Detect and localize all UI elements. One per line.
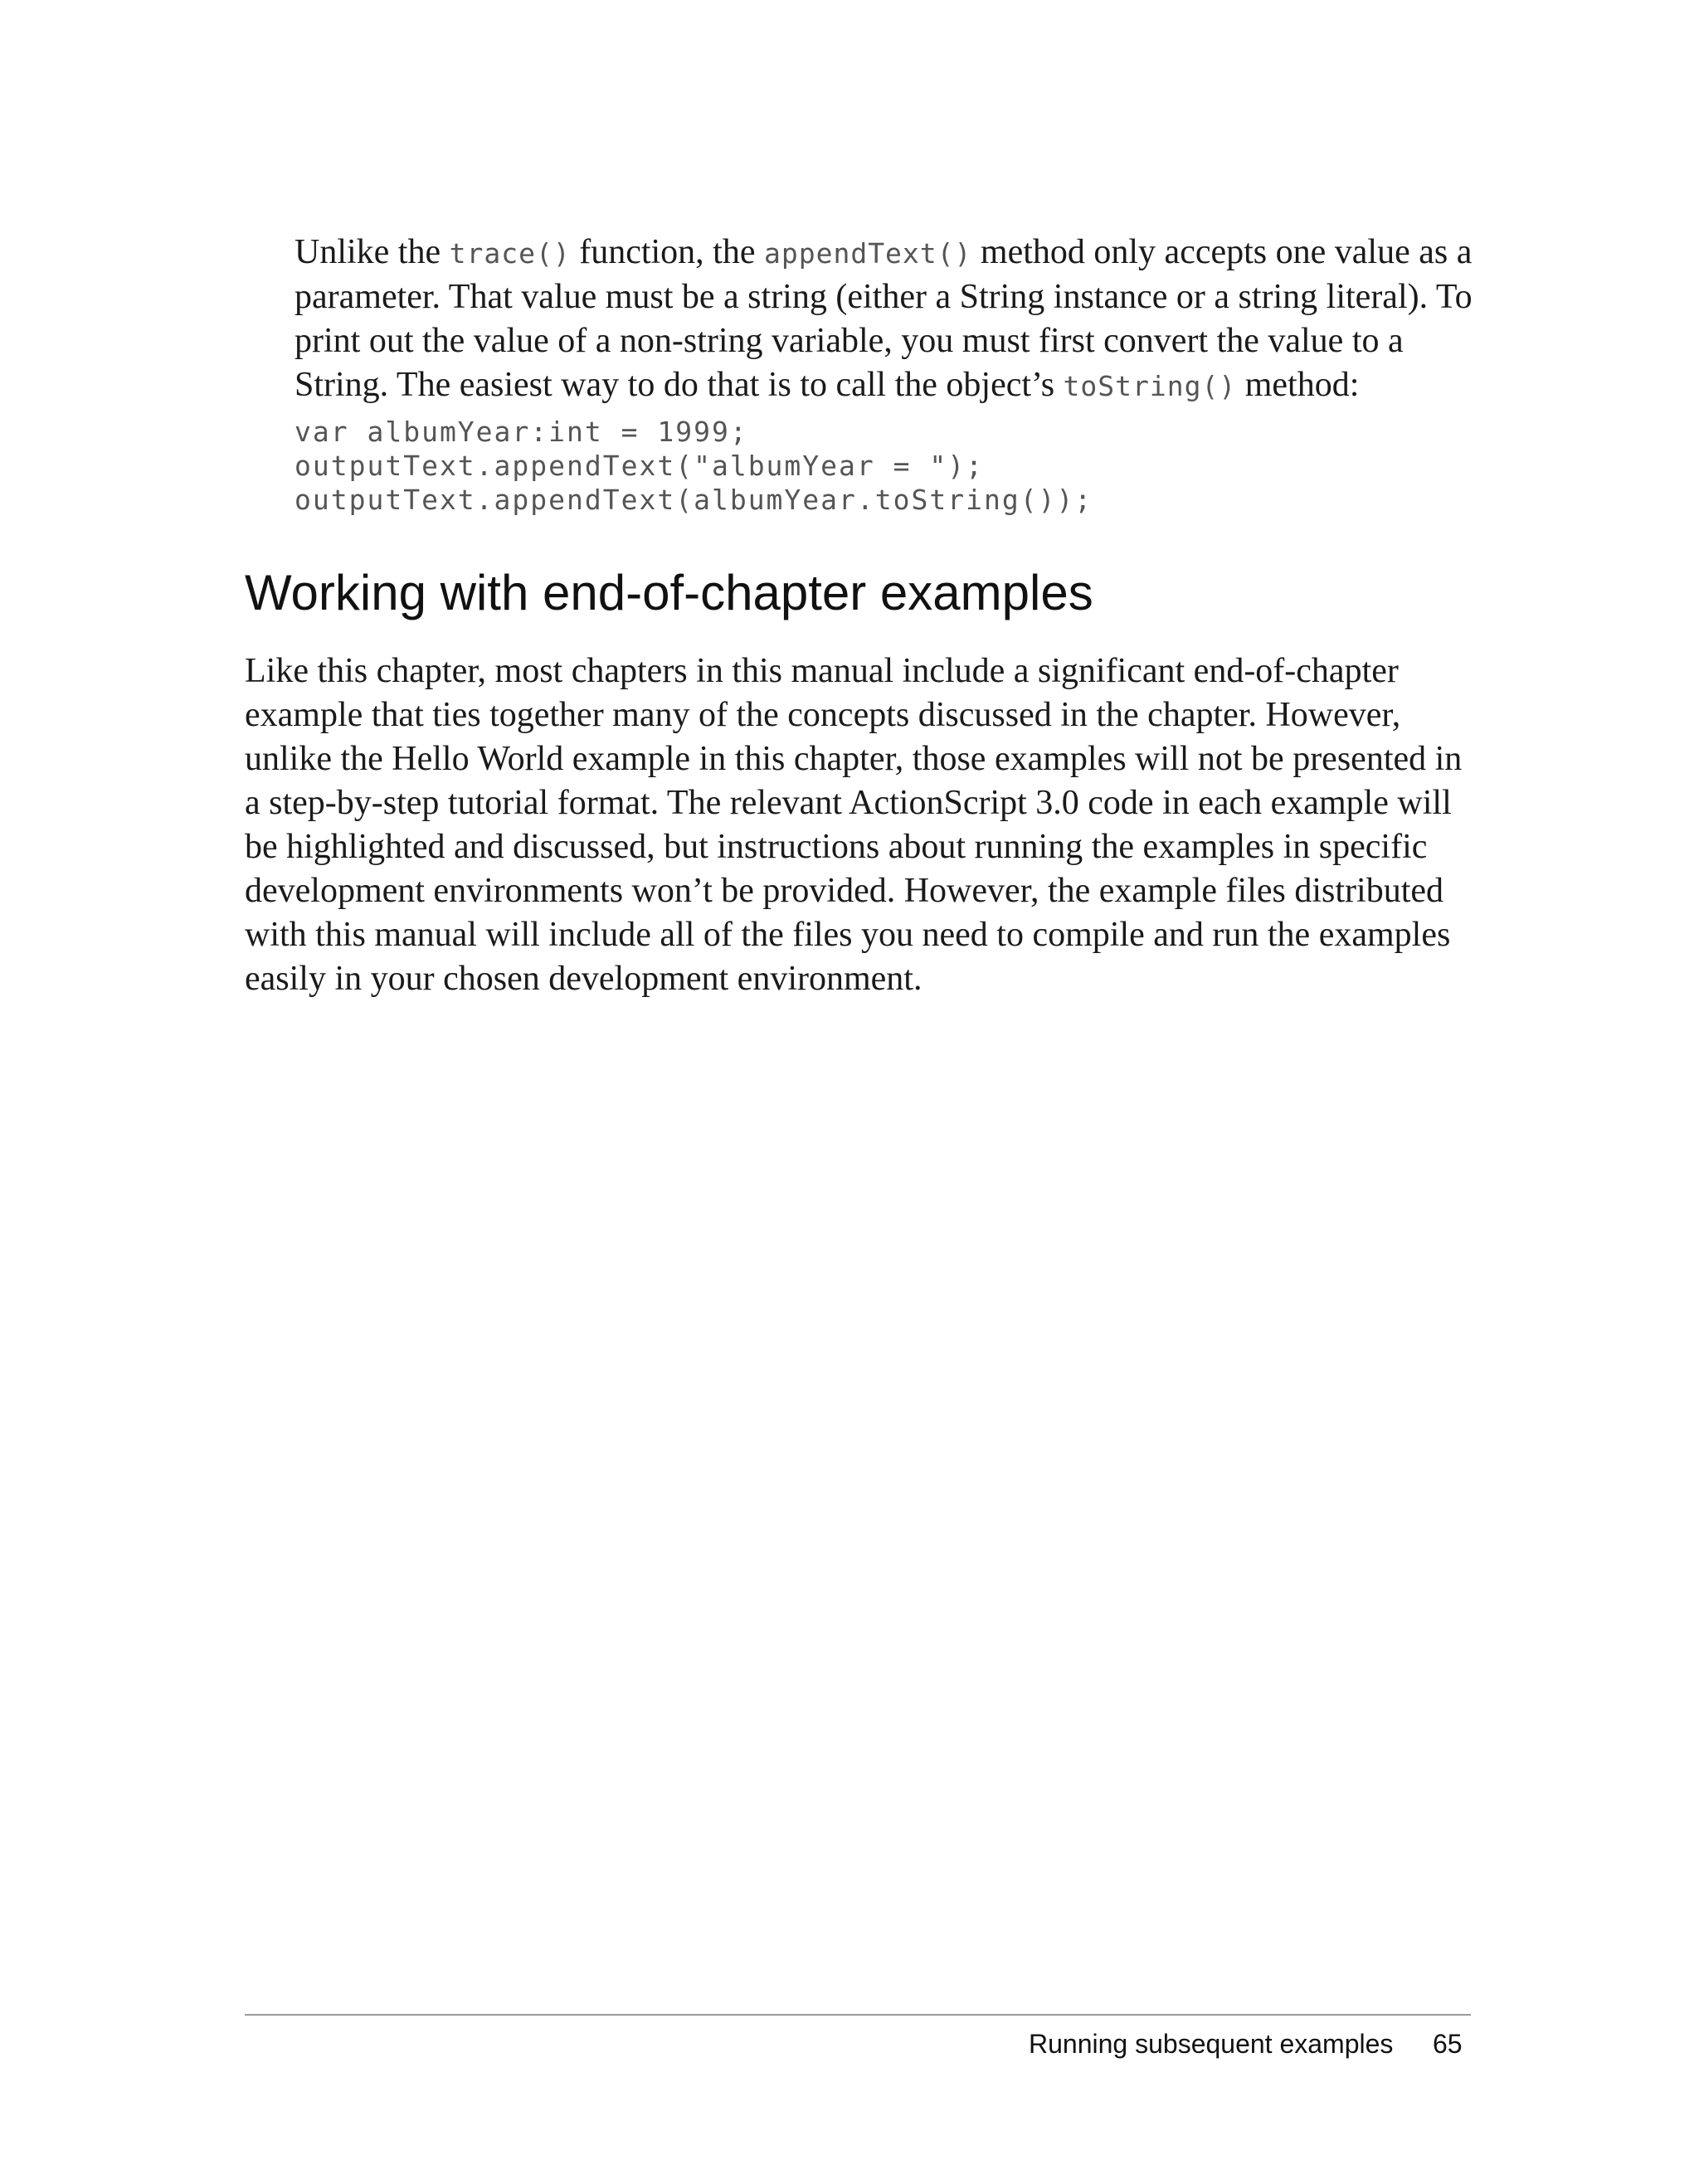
intro-paragraph [295,231,1473,408]
code-line-1: var albumYear:int = 1999; [295,416,748,448]
footer-divider [245,2014,1471,2016]
footer-running-title: Running subsequent examples [1029,2029,1394,2059]
inline-code-trace: trace() [449,237,571,270]
inline-code-tostring: toString() [1063,370,1237,402]
section-paragraph: Like this chapter, most chapters in this manual include a significant end-of-chapter example that ties together many of the concepts discussed in the chapter. However, unlike the Hello World example in this chapter, those examples will not be presented in a step-by-step tutorial format. The relevant ActionScript 3.0 code in each example will be highlighted and discussed, but instructions about running the examples in specific development environments won’t be provided. However, the example files distributed with this manual will include all of the files you need to compile and run the examples easily in your chosen development environment. [245,652,1463,998]
intro-text-3: method only accepts one value as a parameter. That value must be a string (either a String instance or a string literal). To print out the value of a non-string variable, you must first convert the value to a String. The easiest way to do that is to call the object’s [295,233,1473,404]
intro-text-4: method: [1236,366,1360,404]
code-line-3: outputText.appendText(albumYear.toString()); [295,484,1093,516]
footer-page-number: 65 [1433,2029,1463,2059]
intro-text-1: Unlike the [295,233,450,271]
code-sample [295,415,1473,517]
intro-block [295,231,1473,517]
section-heading: Working with end-of-chapter examples [245,565,1093,620]
intro-text-2: function, the [570,233,764,271]
inline-code-appendtext: appendText() [763,237,972,270]
code-line-2: outputText.appendText("albumYear = "); [295,450,984,482]
